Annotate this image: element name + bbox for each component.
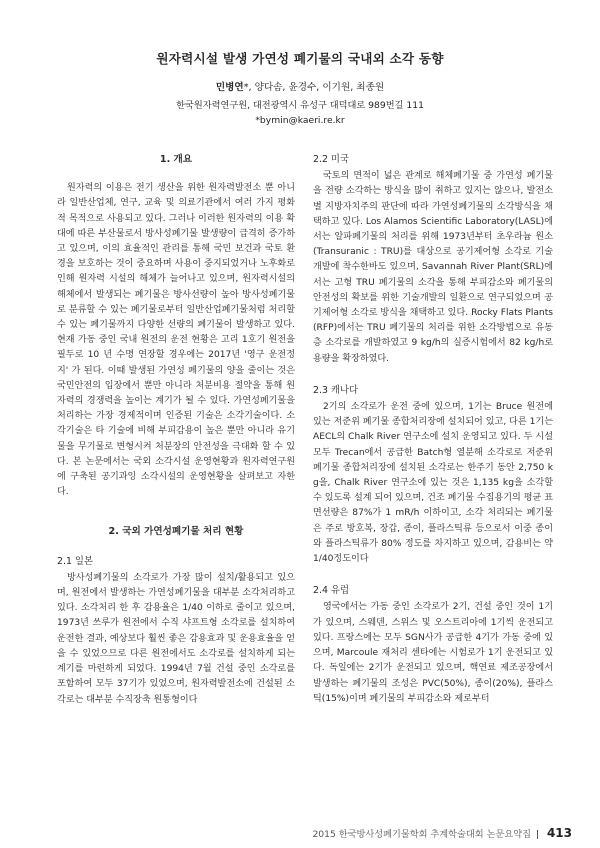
author-list — [0, 79, 600, 93]
subsection-heading-usa: 2.2 미국 — [313, 154, 350, 165]
japan-paragraph: 방사성폐기물의 소각로가 가장 많이 설치/활용되고 있으며, 원전에서 발생하는 가연성폐기물을 대부분 소각처리하고 있다. 소각처리 한 후 감용율은 1/40 이하로 줄이고 있으며, 1973년 쓰루가 원전에서 수직 샤프트형 소각로를 설치하여 운전한 결과, 예상보다 훨씬 좋은 감용효과 및 운용효율을 얻을 수 있었으므로 다른 원전에서도 소각로를 설치하게 되는 계기를 마련하게 되었다. 1994년 7월 건설 중인 소각로를 포함하여 모두 37기가 있었으며, 원자력발전소에 건설된 소각로는 대부분 수직장축 원통형이다 — [57, 572, 295, 705]
page-footer — [312, 826, 572, 840]
subsection-heading-europe: 2.4 유럽 — [313, 585, 350, 597]
paper-title: 원자력시설 발생 가연성 폐기물의 국내외 소각 동향 — [156, 51, 444, 66]
corresponding-mark: * — [243, 82, 249, 93]
subsection-heading-canada: 2.3 캐나다 — [313, 384, 359, 396]
overview-paragraph: 원자력의 이용은 전기 생산을 위한 원자력발전소 뿐 아니라 일반산업체, 연구, 교육 및 의료기관에서 여러 가지 평화적 목적으로 사용되고 있다. 그러나 이러한 원자력의 이용 확대에 따른 부산물로서 방사성폐기물 발생량이 급격히 증가하고 있으며, 이의 효율적인 관리를 통해 국민 보건과 국토 환경을 보호하는 것이 중요하며 사용이 중지되었거나 노후화로 인해 원자력 시설의 해체가 늘어나고 있으며, 원자력시설의 해체에서 발생되는 폐기물은 방사선량이 높아 방사성폐기물로 분류할 수 있는 폐기물로부터 일반산업폐기물처럼 처리할 수 있는 폐기물까지 다양한 선량의 폐기물이 발생하고 있다. 현재 가동 중인 국내 원전의 운전 현황은 고리 1호기 원전을 필두로 10 년 수명 연장할 경우에는 2017년 '영구 운전정지' 가 된다. 이때 발생된 가연성 폐기물의 양을 줄이는 것은 국민안전의 입장에서 뿐만 아니라 처분비용 절약을 통해 원자력의 경쟁력을 높이는 계기가 될 수 있다. 가연성폐기물을 처리하는 가장 경제적이며 인증된 기술은 소각기술이다. 소각기술은 타 기술에 비해 부피감용이 높은 뿐만 아니라 유기물을 무기물로 변형시켜 처분장의 안전성을 극대화 할 수 있다. 본 논문에서는 국외 소각시설 운영현황과 원자력연구원에 구축된 공기과잉 소각시설의 운영현황을 살펴보고 자한다. — [57, 183, 295, 498]
lead-author: 민병연 — [215, 82, 244, 93]
affiliation: 한국원자력연구원, 대전광역시 유성구 대덕대로 989번길 111 — [176, 100, 424, 111]
europe-paragraph: 영국에서는 가동 중인 소각로가 2기, 건설 중인 것이 1기가 있으며, 스웨덴, 스위스 및 오스트리아에 1기씩 운전되고 있다. 프랑스에는 모두 SGN사가 공급한 4기가 가동 중에 있으며, Marcoule 재처리 센타에는 시험로가 1기 운전되고 있다. 독일에는 2기가 운전되고 있으며, 핵연료 제조공장에서 발생하는 폐기물의 조성은 PVC(50%), 종이(20%), 플라스틱(15%)이며 폐기물의 부피감소와 제로부터 — [313, 602, 553, 704]
page-number: 413 — [546, 826, 572, 840]
footer-separator: | — [535, 829, 540, 840]
usa-paragraph: 국토의 면적이 넓은 관계로 해체폐기물 중 가연성 폐기물을 전량 소각하는 방식을 많이 취하고 있지는 않으나, 발전소별 지방자치주의 판단에 따라 가연성폐기물의 소각방식을 채택하고 있다. Los Alamos Scientific Laboratory(LASL)에서는 알파폐기물의 처리를 위해 1973년부터 초우라늄 원소(Transuranic : TRU)를 대상으로 공기제어형 소각로 기술 개발에 착수한바도 있으며, Savannah River Plant(SRL)에서는 고형 TRU 폐기물의 소각을 통해 부피감소와 폐기물의 안전성의 확보를 위한 기술개발의 일환으로 연구되었으며 공기제어형 소각로 방식을 채택하고 있다. Rocky Flats Plants (RFP)에서는 TRU 폐기물의 처리를 위한 소각방법으로 유동층 소각로를 개발하였고 9 kg/h의 실증시험에서 82 kg/h로 용량을 확장하였다. — [313, 171, 553, 364]
conference-name: 2015 한국방사성폐기물학회 추계학술대회 논문요약집 — [312, 829, 531, 840]
co-authors: , 양다솜, 윤경수, 이기원, 최종원 — [248, 82, 385, 93]
subsection-heading-japan: 2.1 일본 — [57, 555, 94, 567]
author-email: *bymin@kaeri.re.kr — [255, 115, 345, 126]
section-heading-overview: 1. 개요 — [159, 154, 193, 165]
canada-paragraph: 2기의 소각로가 운전 중에 있으며, 1기는 Bruce 원전에 있는 저준위 폐기물 종합처리장에 설치되어 있고, 다른 1기는 AECL의 Chalk River 연구소에 설치 운영되고 있다. 두 시설 모두 Trecan에서 공급한 Batch형 열분해 소각로로 저준위폐기물 종합처리장에 설치된 소각로는 한주기 동안 2,750 kg을, Chalk River 연구소에 있는 것은 1,135 kg을 소각할 수 있도록 설계 되어 있으며, 건조 폐기물 수집용기의 평균 표면선량은 87%가 1 mR/h 이하이고, 소각 처리되는 폐기물은 주로 방호복, 장갑, 종이, 플라스틱류 등으로서 이중 종이와 플라스틱류가 80% 정도를 차지하고 있으며, 감용비는 약 1/40정도이다 — [313, 402, 553, 565]
left-column — [57, 152, 295, 708]
section-heading-overseas-status: 2. 국외 가연성폐기물 처리 현황 — [108, 526, 244, 538]
right-column — [313, 152, 553, 707]
